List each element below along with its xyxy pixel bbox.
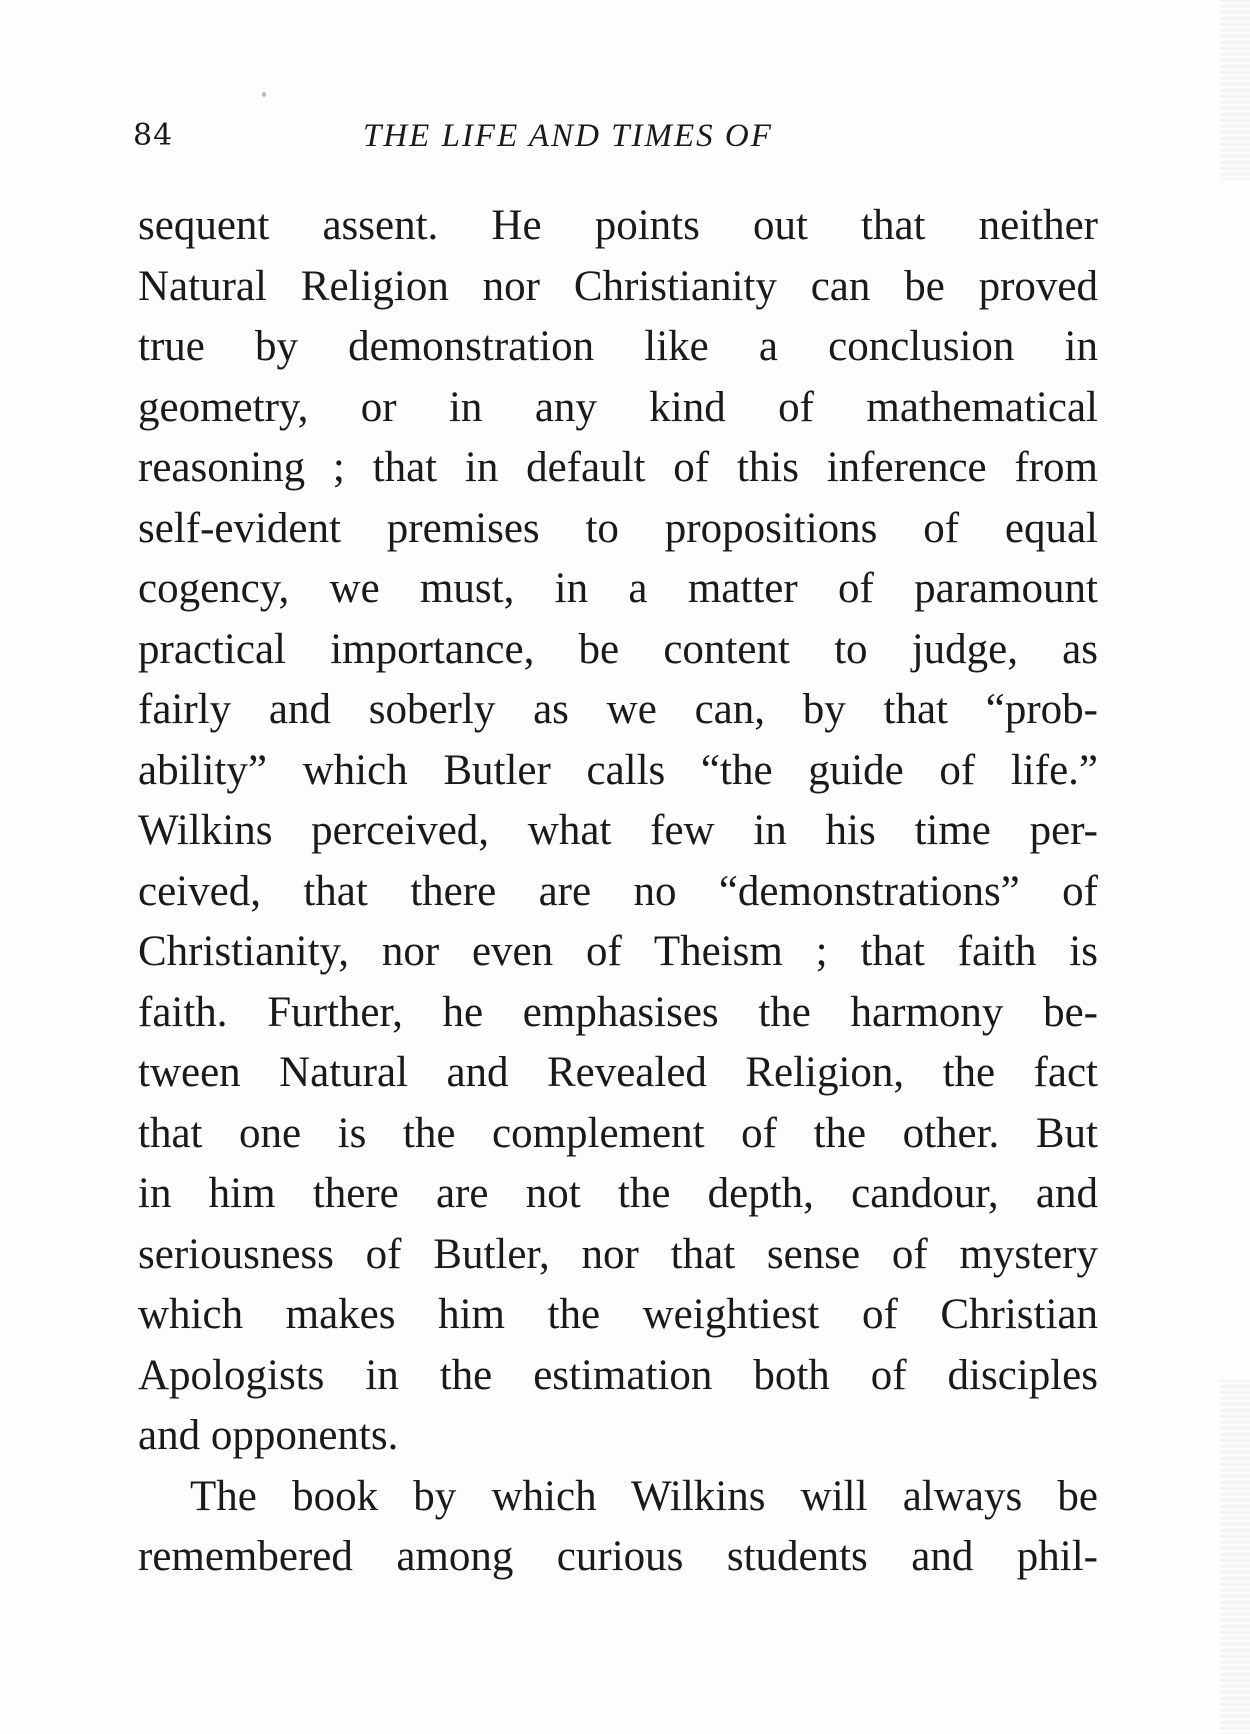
text-line: self-evident premises to propositions of equal: [138, 504, 1098, 552]
text-line: in him there are not the depth, candour, and: [138, 1170, 1098, 1217]
text-line: ability” which Butler calls “the guide of life.”: [138, 746, 1098, 794]
scan-edge-noise: [1220, 0, 1250, 180]
text-line: practical importance, be content to judge, as: [138, 625, 1098, 673]
text-line: ceived, that there are no “demonstrations” of: [138, 867, 1098, 915]
page-number: 84: [133, 118, 174, 153]
text-line: Christianity, nor even of Theism ; that faith is: [138, 928, 1098, 975]
text-line: cogency, we must, in a matter of paramount: [138, 565, 1098, 612]
scan-edge-noise: [1220, 1380, 1250, 1734]
text-line: Wilkins perceived, what few in his time per-: [138, 807, 1098, 854]
text-line: Apologists in the estimation both of disciples: [138, 1351, 1098, 1399]
text-line: that one is the complement of the other. But: [138, 1109, 1098, 1157]
text-line: seriousness of Butler, nor that sense of mystery: [138, 1230, 1098, 1278]
text-line: Natural Religion nor Christianity can be proved: [138, 262, 1098, 310]
text-line: and opponents.: [138, 1412, 399, 1459]
text-line: fairly and soberly as we can, by that “prob-: [138, 686, 1098, 733]
text-line: geometry, or in any kind of mathematical: [138, 383, 1098, 431]
text-line: reasoning ; that in default of this inference from: [138, 444, 1098, 491]
text-line: The book by which Wilkins will always be: [190, 1472, 1098, 1520]
text-line: remembered among curious students and phil-: [138, 1533, 1098, 1580]
text-line: true by demonstration like a conclusion in: [138, 323, 1098, 370]
scan-speck: [262, 92, 266, 97]
text-line: faith. Further, he emphasises the harmony be-: [138, 988, 1098, 1036]
text-line: which makes him the weightiest of Christian: [138, 1291, 1098, 1338]
text-line: tween Natural and Revealed Religion, the fact: [138, 1049, 1098, 1096]
text-line: sequent assent. He points out that neither: [138, 202, 1098, 249]
page-header: [133, 118, 1093, 168]
body-text: [138, 196, 1098, 1588]
running-head: THE LIFE AND TIMES OF: [363, 118, 773, 154]
